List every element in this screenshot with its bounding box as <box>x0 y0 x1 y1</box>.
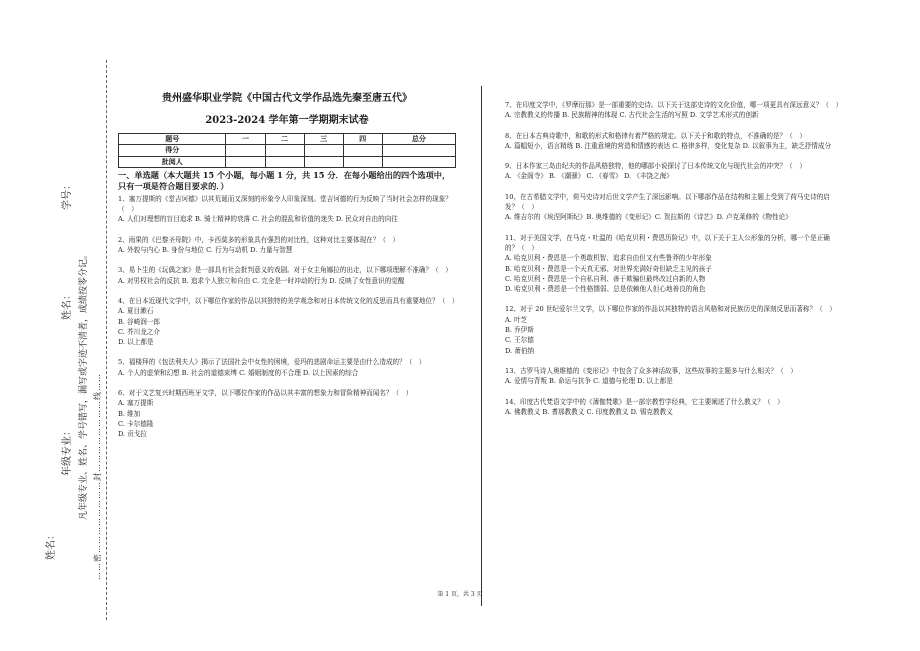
question-14: 14、印度古代梵语文学中的《薄伽梵歌》是一部宗教哲学经典，它主要阐述了什么教义？（ ） A. 佛教教义 B. 耆那教教义 C. 印度教教义 D. 锡克教教义 <box>505 397 784 416</box>
score-cell[interactable] <box>265 145 304 156</box>
score-cell: 题号 <box>119 134 226 145</box>
question-7: 7、在印度文学中，《罗摩衍那》是一部重要的史诗。以下关于这部史诗的文化价值，哪一项更具有深远意义？（ ） A. 宗教教义的传播 B. 民族精神的体现 C. 古代社会生活的写照 D. 文学艺术形式的创新 <box>505 101 843 120</box>
binding-margin <box>0 0 110 651</box>
score-cell[interactable] <box>304 156 343 167</box>
question-4: 4、在日本近现代文学中，以下哪位作家的作品以其独特的美学观念和对日本传统文化的反思而具有重要地位？（ ） A. 夏目漱石 B. 谷崎润一郎 C. 芥川龙之介 D. 以上都是 <box>118 296 459 347</box>
score-cell[interactable] <box>304 145 343 156</box>
instruction-text: 凡年级专业、姓名、学号错写，漏写或字迹不清者，成绩按零分记。 <box>79 249 89 520</box>
seal-line-text: ……密……………………封……………………线…… <box>93 373 102 580</box>
question-11: 11、对于美国文学，在马克・吐温的《哈克贝利・费恩历险记》中，以下关于主人公形象的分析，哪一个是正确的？（ ） A. 哈克贝利・费恩是一个勇敢机智、追求自由但又有些鲁莽的少年形象 B. 哈克贝利・费恩是一个天真无邪、对世界充满好奇但缺乏主见的孩子 C. 哈克贝利・费恩是一个自私自利、善于欺骗但最终改过自新的人物 D. 哈克贝利・费恩是一个性格懦弱、总是依赖他人但心地善良的角色 <box>505 233 830 294</box>
question-10: 10、在古希腊文学中，荷马史诗对后世文学产生了深远影响。以下哪部作品在结构和主题上受到了荷马史诗的启发？（ ） A. 维吉尔的《埃涅阿斯纪》B. 奥维德的《变形记》C. 贺拉斯的《诗艺》D. 卢克莱修的《物性论》 <box>505 192 830 222</box>
score-table <box>118 133 456 168</box>
question-9: 9、日本作家三岛由纪夫的作品风格独特，他的哪部小说探讨了日本传统文化与现代社会的冲突？（ ） A. 《金阁寺》 B. 《潮骚》 C. 《春雪》 D. 《丰饶之海》 <box>505 162 806 181</box>
exam-subtitle: 2023-2024 学年第一学期期末试卷 <box>205 115 369 126</box>
score-cell[interactable] <box>226 145 265 156</box>
question-12: 12、对于 20 世纪爱尔兰文学，以下哪位作家的作品以其独特的语言风格和对民族历史的深刻反思而著称？（ ） A. 叶芝 B. 乔伊斯 C. 王尔德 D. 萧伯纳 <box>505 305 836 355</box>
score-cell[interactable] <box>382 145 455 156</box>
score-cell[interactable] <box>265 156 304 167</box>
name-label-2: 姓名： <box>62 290 73 320</box>
score-cell: 四 <box>343 134 382 145</box>
question-5: 5、福楼拜的《包法利夫人》揭示了法国社会中女性的困境，爱玛的悲剧命运主要是由什么造成的？（ ） A. 个人的虚荣和幻想 B. 社会的道德束缚 C. 婚姻制度的不合理 D. 以上因素的综合 <box>118 358 426 377</box>
section-title: 一、单选题（本大题共 15 个小题，每小题 1 分，共 15 分．在每小题给出的四个选项中，只有一项是符合题目要求的．） <box>118 169 451 191</box>
left-column <box>118 92 459 440</box>
question-2: 2、雨果的《巴黎圣母院》中，卡西莫多的形象具有强烈的对比性，这种对比主要体现在？（ ） A. 外貌与内心 B. 身份与地位 C. 行为与动机 D. 力量与智慧 <box>118 235 400 255</box>
question-1: 1、塞万提斯的《堂吉诃德》以其荒诞而又深刻的形象令人印象深刻。堂吉诃德的行为反映了当时社会怎样的现象？（ ） A. 人们对理想的盲目追求 B. 骑士精神的衰落 C. 社会的混乱和价值的迷失 D. 民众对自由的向往 <box>118 194 452 224</box>
page-footer: 第 1 页，共 3 页 <box>437 591 483 598</box>
right-column <box>505 98 841 417</box>
question-8: 8、在日本古典诗歌中，和歌的形式和格律有着严格的规定。以下关于和歌的特点，不准确的是？（ ） A. 篇幅短小，语言精练 B. 注重意境的营造和情感的表达 C. 格律多样，变化复杂 D. 以叙事为主，缺乏抒情成分 <box>505 131 832 150</box>
score-cell: 总分 <box>382 134 455 145</box>
score-cell[interactable] <box>226 156 265 167</box>
score-row-points <box>119 145 456 156</box>
score-row-grader <box>119 156 456 167</box>
column-divider <box>481 86 482 606</box>
question-3: 3、易卜生的《玩偶之家》是一部具有社会批判意义的戏剧。对于女主角娜拉的出走，以下哪项理解不准确？（ ） A. 对男权社会的反抗 B. 追求个人独立和自由 C. 完全是一时冲动的行为 D. 反映了女性意识的觉醒 <box>118 266 452 285</box>
score-cell[interactable] <box>343 145 382 156</box>
dept-label: 年级专业： <box>62 426 73 476</box>
exam-title: 贵州盛华职业学院《中国古代文学作品选先秦至唐五代》 <box>162 93 412 104</box>
student-id-label: 学号： <box>62 180 73 210</box>
score-cell[interactable] <box>343 156 382 167</box>
question-13: 13、古罗马诗人奥维德的《变形记》中包含了众多神话故事，这些故事的主题多与什么相关？（ ） A. 爱情与背叛 B. 命运与抗争 C. 道德与伦理 D. 以上都是 <box>505 366 797 386</box>
score-cell: 二 <box>265 134 304 145</box>
score-cell: 批阅人 <box>119 156 226 167</box>
score-cell: 三 <box>304 134 343 145</box>
question-6: 6、对于文艺复兴时期西班牙文学，以下哪位作家的作品以其丰富的想象力和冒险精神而闻名？（ ） A. 塞万提斯 B. 维加 C. 卡尔德隆 D. 贡戈拉 <box>118 389 413 439</box>
score-cell: 得分 <box>119 145 226 156</box>
score-cell: 一 <box>226 134 265 145</box>
score-cell[interactable] <box>382 156 455 167</box>
name-label: 姓名： <box>46 530 57 560</box>
score-row-header <box>119 134 456 145</box>
seal-dashed-line <box>106 60 107 620</box>
